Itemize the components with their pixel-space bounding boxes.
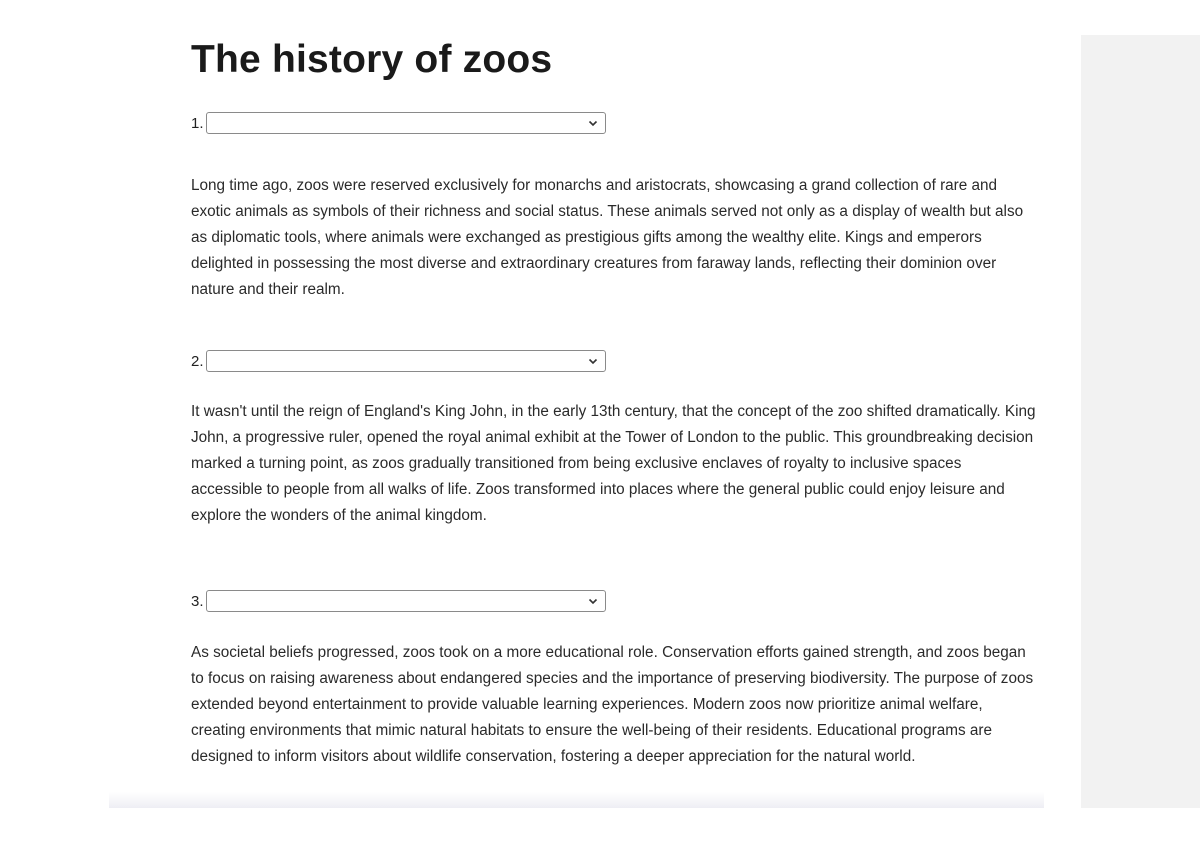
question-2-number: 2.	[191, 352, 204, 370]
paragraph-3: As societal beliefs progressed, zoos took on a more educational role. Conservation efforts gained strength, and zoos began to focus on raising awareness about endangered species and the importance of preserving biodiversity. The purpose of zoos extended beyond entertainment to provide valuable learning experiences. Modern zoos now prioritize animal welfare, creating environments that mimic natural habitats to ensure the well-being of their residents. Educational programs are designed to inform visitors about wildlife conservation, fostering a deeper appreciation for the natural world.	[191, 644, 1034, 765]
heading-select-1[interactable]	[206, 112, 606, 134]
content-bottom-edge	[109, 792, 1044, 808]
question-1	[191, 111, 606, 135]
chevron-down-icon	[587, 595, 599, 607]
page-title: The history of zoos	[191, 38, 553, 81]
chevron-down-icon	[587, 355, 599, 367]
question-1-number: 1.	[191, 114, 204, 132]
question-3-number: 3.	[191, 592, 204, 610]
heading-select-3[interactable]	[206, 590, 606, 612]
paragraph-1: Long time ago, zoos were reserved exclusively for monarchs and aristocrats, showcasing a grand collection of rare and exotic animals as symbols of their richness and social status. These animals served not only as a display of wealth but also as diplomatic tools, where animals were exchanged as prestigious gifts among the wealthy elite. Kings and emperors delighted in possessing the most diverse and extraordinary creatures from faraway lands, reflecting their dominion over nature and their realm.	[191, 177, 1024, 298]
question-2	[191, 349, 606, 373]
heading-select-2[interactable]	[206, 350, 606, 372]
paragraph-2: It wasn't until the reign of England's King John, in the early 13th century, that the concept of the zoo shifted dramatically. King John, a progressive ruler, opened the royal animal exhibit at the Tower of London to the public. This groundbreaking decision marked a turning point, as zoos gradually transitioned from being exclusive enclaves of royalty to inclusive spaces accessible to people from all walks of life. Zoos transformed into places where the general public could enjoy leisure and explore the wonders of the animal kingdom.	[191, 403, 1036, 524]
side-panel	[1081, 35, 1200, 808]
question-3	[191, 589, 606, 613]
chevron-down-icon	[587, 117, 599, 129]
